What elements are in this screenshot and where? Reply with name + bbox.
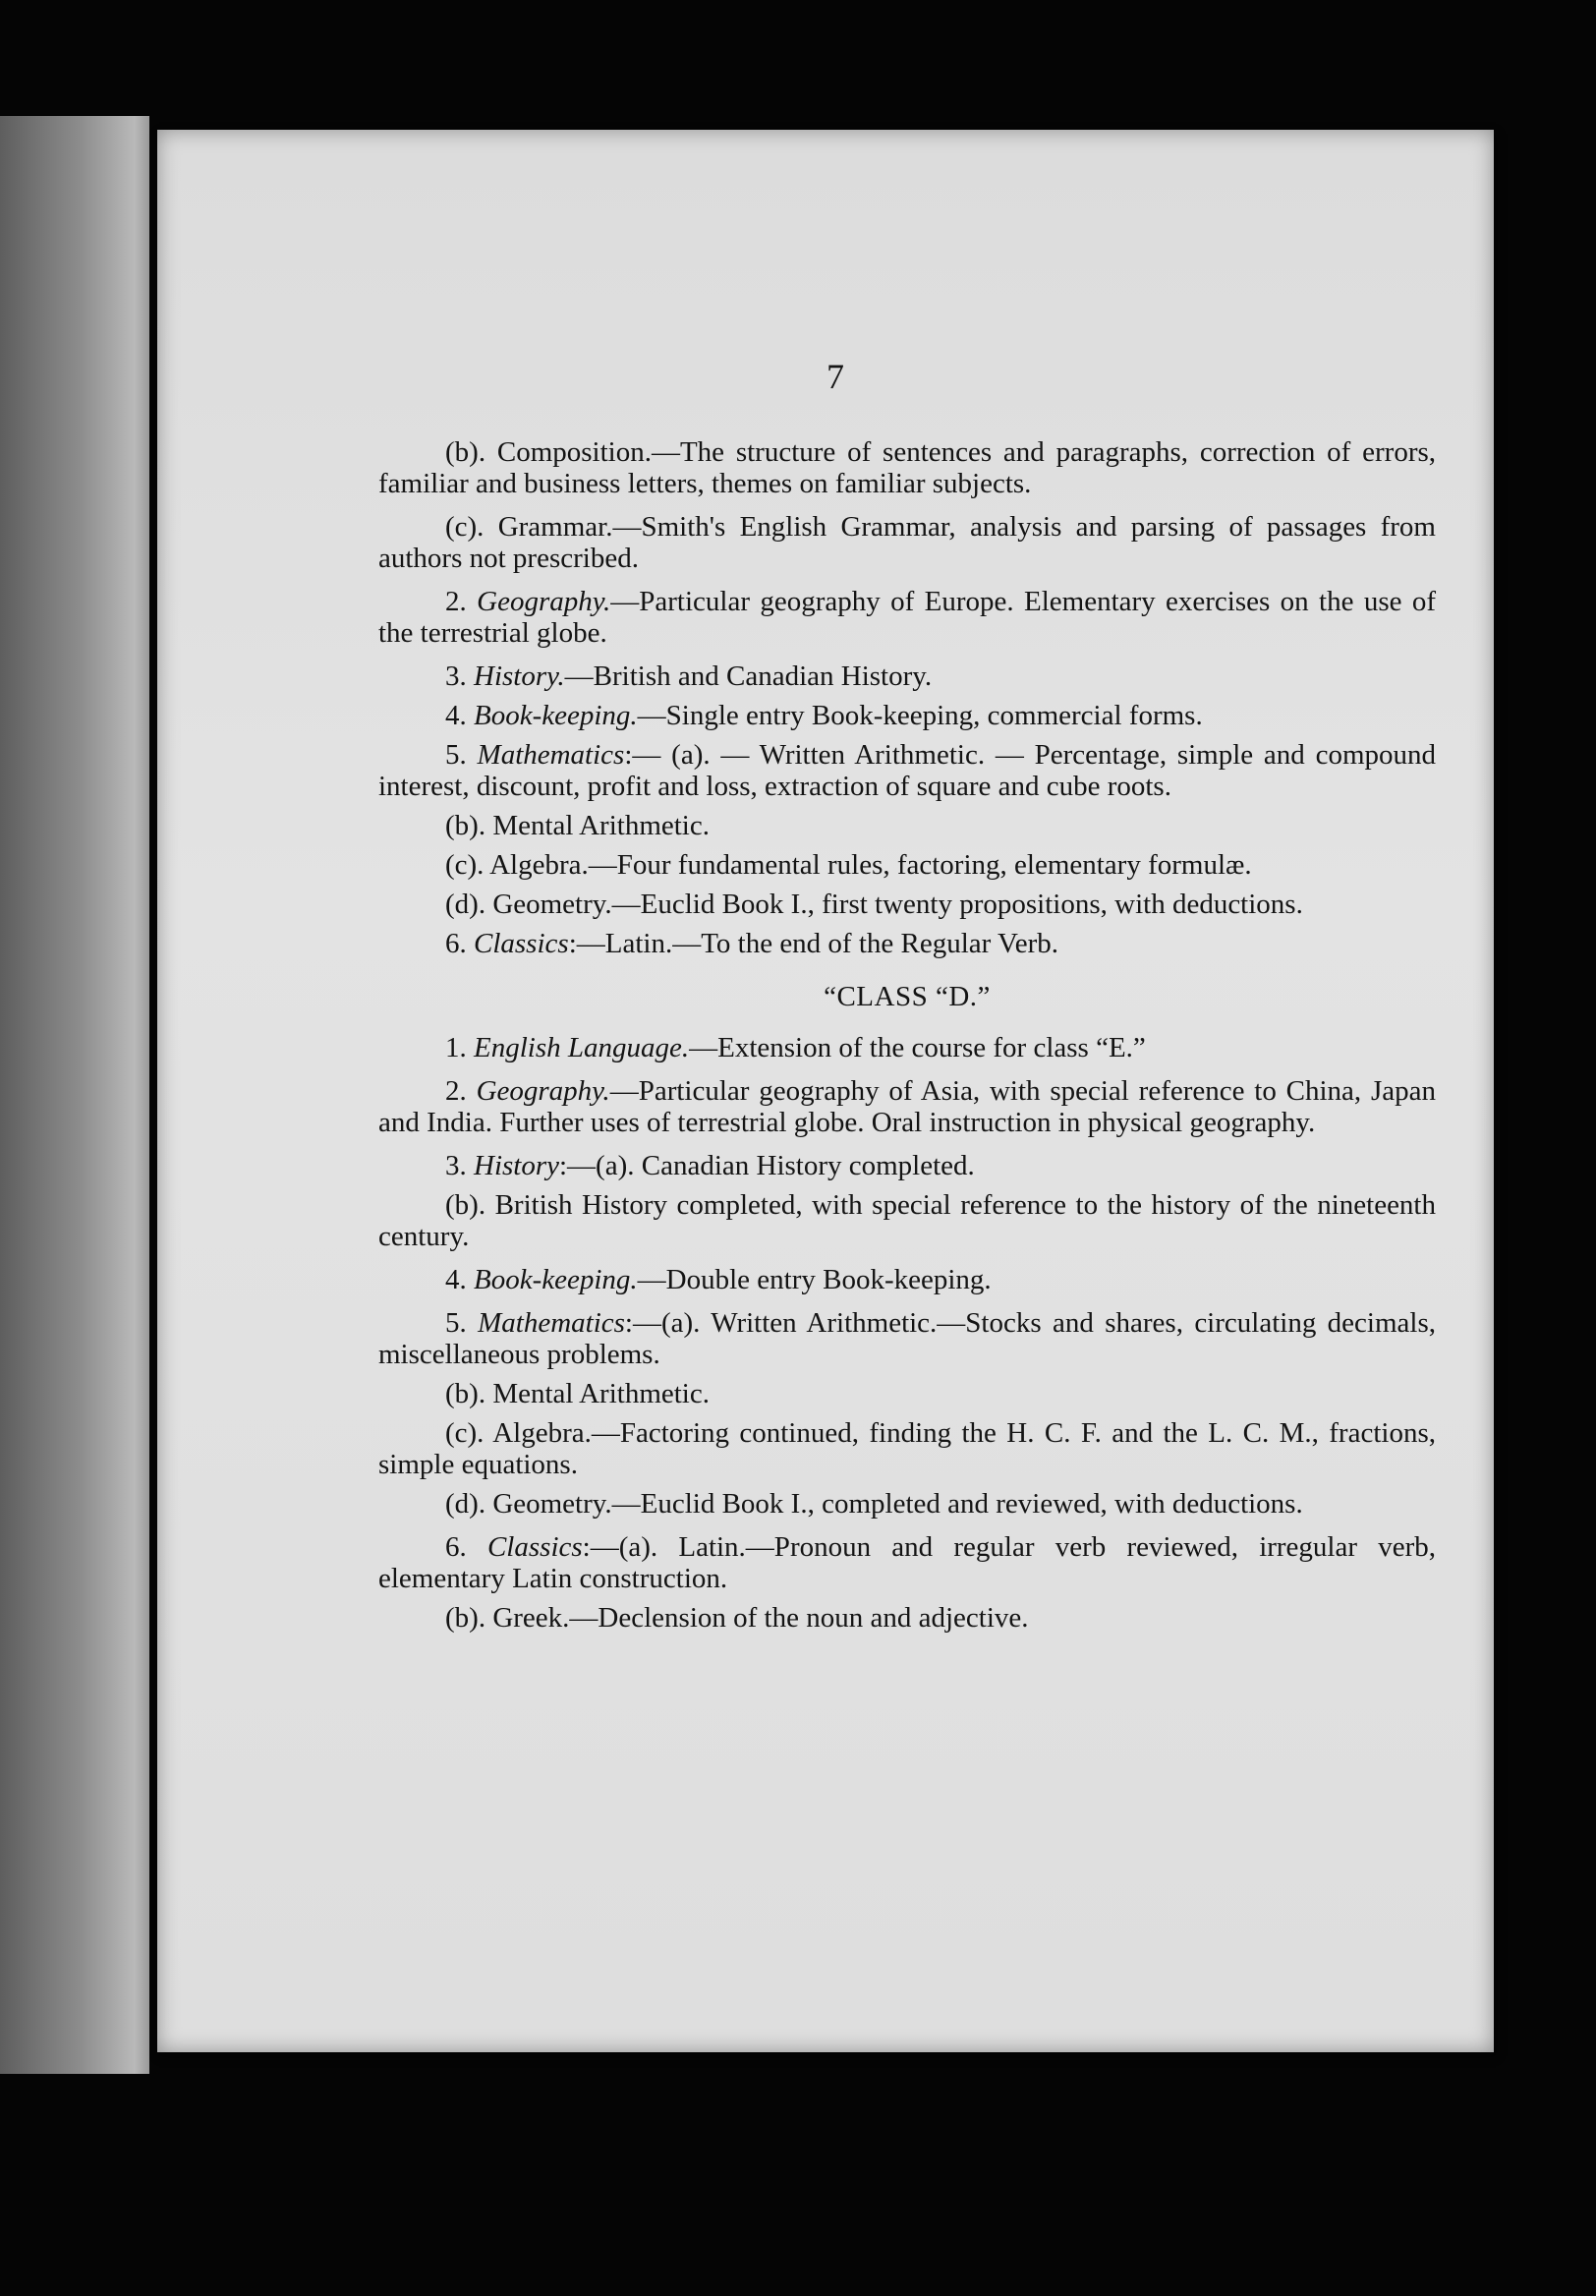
- paragraph: 5. Mathematics:—(a). Written Arithmetic.—Stocks and shares, circulating decimals, miscellaneous problems.: [378, 1307, 1436, 1370]
- paragraph: 6. Classics:—(a). Latin.—Pronoun and regular verb reviewed, irregular verb, elementary Latin construction.: [378, 1531, 1437, 1594]
- paragraph: (b). British History completed, with special reference to the history of the nineteenth century.: [378, 1189, 1436, 1252]
- paragraph: 6. Classics:—Latin.—To the end of the Regular Verb.: [445, 928, 1059, 959]
- document-page: [157, 130, 1494, 2052]
- paragraph: 2. Geography.—Particular geography of Asia, with special reference to China, Japan and India. Further uses of terrestrial globe. Oral instruction in physical geography.: [378, 1075, 1437, 1138]
- paragraph: (b). Mental Arithmetic.: [445, 810, 710, 841]
- class-e-section: [378, 436, 1436, 959]
- paragraph: (b). Mental Arithmetic.: [445, 1378, 710, 1409]
- paragraph: (b). Greek.—Declension of the noun and adjective.: [445, 1602, 1029, 1634]
- paragraph: (d). Geometry.—Euclid Book I., first twenty propositions, with deductions.: [445, 889, 1303, 920]
- paragraph: 1. English Language.—Extension of the course for class “E.”: [445, 1032, 1146, 1063]
- class-d-section: [378, 1032, 1436, 1634]
- page-number: 7: [826, 357, 844, 396]
- page-text: [378, 436, 1436, 1645]
- paragraph: 3. History:—(a). Canadian History completed.: [445, 1150, 975, 1181]
- paragraph: 3. History.—British and Canadian History.: [445, 660, 933, 692]
- paragraph: 5. Mathematics:— (a). — Written Arithmetic. — Percentage, simple and compound interest, discount, profit and loss, extraction of square and cube roots.: [378, 739, 1437, 802]
- paragraph: 2. Geography.—Particular geography of Europe. Elementary exercises on the use of the terrestrial globe.: [378, 586, 1437, 649]
- adjacent-page-edge: [0, 116, 149, 2074]
- paragraph: (b). Composition.—The structure of sentences and paragraphs, correction of errors, familiar and business letters, themes on familiar subjects.: [378, 436, 1437, 499]
- section-heading: “CLASS “D.”: [824, 981, 991, 1012]
- paragraph: 4. Book-keeping.—Single entry Book-keeping, commercial forms.: [445, 700, 1203, 731]
- paragraph: (d). Geometry.—Euclid Book I., completed and reviewed, with deductions.: [445, 1488, 1303, 1520]
- paragraph: (c). Grammar.—Smith's English Grammar, analysis and parsing of passages from authors not prescribed.: [378, 511, 1436, 574]
- paragraph: (c). Algebra.—Four fundamental rules, factoring, elementary formulæ.: [445, 849, 1252, 881]
- paragraph: 4. Book-keeping.—Double entry Book-keeping.: [445, 1264, 992, 1295]
- paragraph: (c). Algebra.—Factoring continued, finding the H. C. F. and the L. C. M., fractions, simple equations.: [378, 1417, 1436, 1480]
